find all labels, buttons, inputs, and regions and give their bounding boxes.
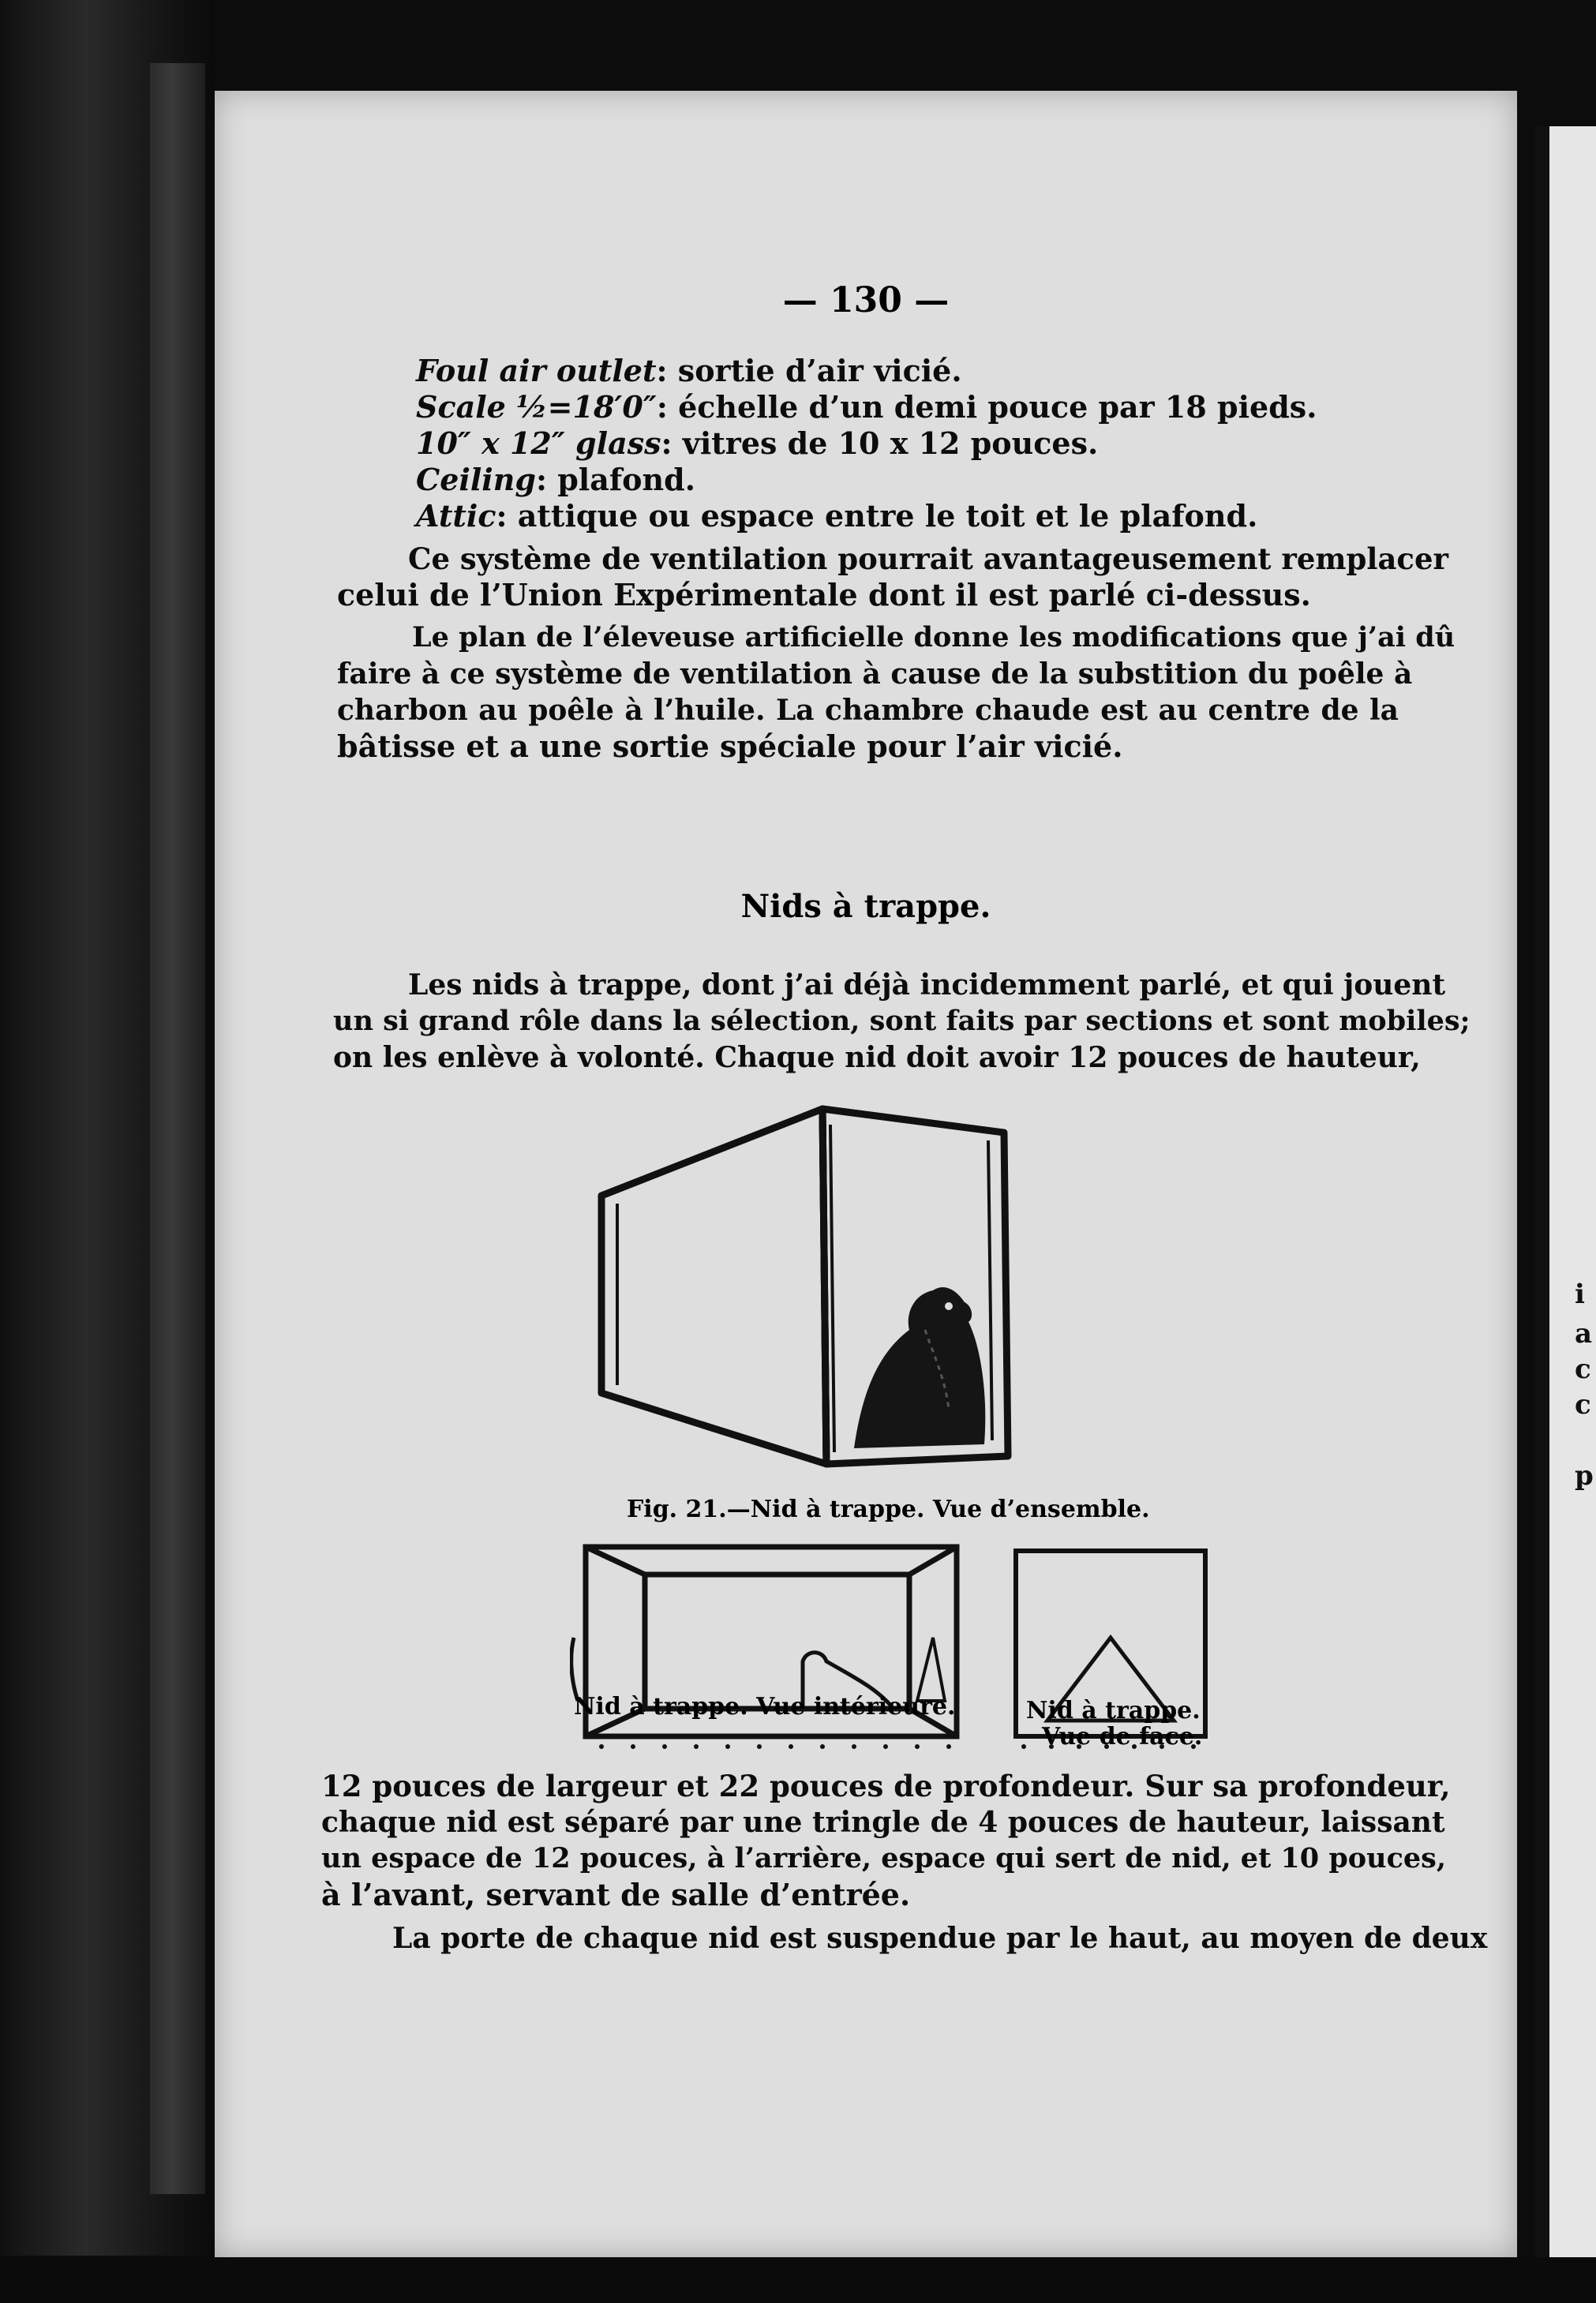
glossary-line: Scale ½=18′0″: échelle d’un demi pouce par 18 pieds. (416, 389, 1317, 425)
glossary-line: Attic: attique ou espace entre le toit et le plafond. (416, 498, 1258, 534)
next-page-fragment: p (1575, 1460, 1594, 1492)
next-page-fragment: a (1575, 1318, 1593, 1350)
nest-box-interior-illustration (570, 1543, 965, 1764)
glossary-line: Foul air outlet: sortie d’air vicié. (416, 353, 962, 388)
next-page-fragment: c (1575, 1389, 1591, 1421)
figure-caption: Fig. 21.—Nid à trappe. Vue d’ensemble. (627, 1496, 1150, 1523)
page-number: — 130 — (782, 280, 950, 320)
scan-bottom-border (0, 2256, 1596, 2303)
next-page-fragment: i (1575, 1279, 1585, 1310)
nest-box-perspective-illustration (594, 1093, 1193, 1488)
figure-caption-interior: Nid à trappe. Vue intérieure. (574, 1693, 956, 1721)
glossary-line: 10″ x 12″ glass: vitres de 10 x 12 pouces. (416, 425, 1099, 461)
book-page: — 130 — Foul air outlet: sortie d’air vicié. Scale ½=18′0″: échelle d’un demi pouce par 18 pieds. 10″ x 12″ glass: vitres de 10 x 12 pouces. Ceiling: plafond. Attic: attique ou espace entre le toit et le plafond. Ce système de ventilation pourrait avantageusement remplacer celui de l’Union Expérimentale dont il est parlé ci-dessus. Le plan de l’éleveuse artificielle donne les modifications que j’ai dû faire à ce système de ventilation à cause de la substition du poêle à charbon au poêle à l’huile. La chambre chaude est au centre de la bâtisse et a une sortie spéciale pour l’air vicié. Nids à trappe. Les nids à trappe, dont j’ai déjà incidemment parlé, et qui jouent un si grand rôle dans la sélection, sont faits par sections et sont mobiles; on les enlève à volonté. Chaque nid doit avoir 12 pouces de hauteur, Fig. 21.—Nid à trappe. Vue d’ensemble. Nid à trappe. Vue intérieure. Nid à trappe. Vue de face. 12 pouces de largeur et 22 pouces de profondeur. Sur sa profondeur, chaque nid est séparé par une tringle de 4 pouces de hauteur, laissant un espace de 12 pouces, à l’arrière, espace qui sert de nid, et 10 pouces, à l’avant, servant de salle d’entrée. La porte de chaque nid est suspendue par le haut, au moyen de deux (215, 91, 1517, 2257)
figure-caption-front: Nid à trappe. (1026, 1697, 1201, 1724)
glossary-line: Ceiling: plafond. (416, 462, 695, 497)
next-page-fragment: c (1575, 1354, 1591, 1385)
section-heading: Nids à trappe. (740, 888, 991, 925)
figure-caption-front: Vue de face. (1042, 1723, 1203, 1751)
next-page-edge (1535, 126, 1596, 2257)
scan-left-border (0, 0, 215, 2303)
